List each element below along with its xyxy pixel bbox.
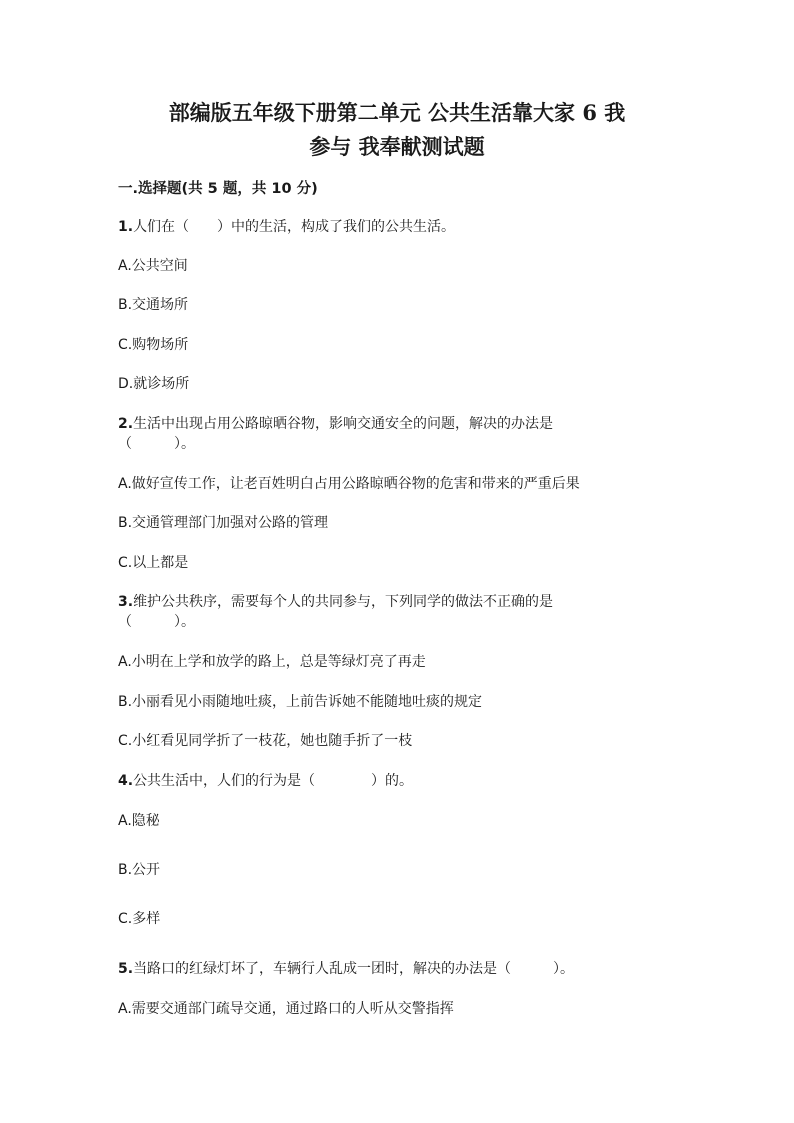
question-number: 4. bbox=[118, 773, 134, 789]
question-number: 3. bbox=[118, 594, 134, 610]
question-text: 人们在（ ）中的生活，构成了我们的公共生活。 bbox=[133, 219, 456, 235]
question-number: 5. bbox=[118, 961, 134, 977]
question-4-option-a: A.隐秘 bbox=[118, 813, 160, 829]
question-text: 当路口的红绿灯坏了，车辆行人乱成一团时，解决的办法是（ ）。 bbox=[133, 961, 575, 977]
question-3-option-c: C.小红看见同学折了一枝花，她也随手折了一枝 bbox=[118, 733, 413, 749]
question-1-option-d: D.就诊场所 bbox=[118, 376, 190, 392]
question-1 bbox=[118, 217, 455, 237]
question-number: 1. bbox=[118, 219, 134, 235]
question-1-option-a: A.公共空间 bbox=[118, 258, 188, 274]
question-text: 维护公共秩序，需要每个人的共同参与，下列同学的做法不正确的是 bbox=[133, 594, 554, 610]
question-3-option-b: B.小丽看见小雨随地吐痰，上前告诉她不能随地吐痰的规定 bbox=[118, 694, 483, 710]
question-4-option-c: C.多样 bbox=[118, 911, 161, 927]
question-2-option-b: B.交通管理部门加强对公路的管理 bbox=[118, 515, 329, 531]
question-3 bbox=[118, 592, 553, 632]
question-5 bbox=[118, 959, 574, 979]
question-4-option-b: B.公开 bbox=[118, 862, 161, 878]
question-2-option-c: C.以上都是 bbox=[118, 555, 189, 571]
question-text-continued: （ ）。 bbox=[118, 436, 195, 452]
question-text: 公共生活中，人们的行为是（ ）的。 bbox=[133, 773, 414, 789]
question-text-continued: （ ）。 bbox=[118, 614, 195, 630]
question-text: 生活中出现占用公路晾晒谷物，影响交通安全的问题，解决的办法是 bbox=[133, 416, 554, 432]
question-2 bbox=[118, 414, 553, 454]
question-number: 2. bbox=[118, 416, 134, 432]
question-2-option-a: A.做好宣传工作，让老百姓明白占用公路晾晒谷物的危害和带来的严重后果 bbox=[118, 476, 580, 492]
section-heading: 一.选择题(共 5 题，共 10 分) bbox=[118, 181, 318, 197]
title-line-1: 部编版五年级下册第二单元 公共生活靠大家 6 我 bbox=[168, 100, 626, 125]
document-title bbox=[100, 96, 694, 164]
question-4 bbox=[118, 771, 413, 791]
title-line-2: 参与 我奉献测试题 bbox=[309, 134, 485, 159]
question-1-option-c: C.购物场所 bbox=[118, 337, 189, 353]
question-1-option-b: B.交通场所 bbox=[118, 297, 189, 313]
question-3-option-a: A.小明在上学和放学的路上，总是等绿灯亮了再走 bbox=[118, 654, 426, 670]
question-5-option-a: A.需要交通部门疏导交通，通过路口的人听从交警指挥 bbox=[118, 1001, 454, 1017]
